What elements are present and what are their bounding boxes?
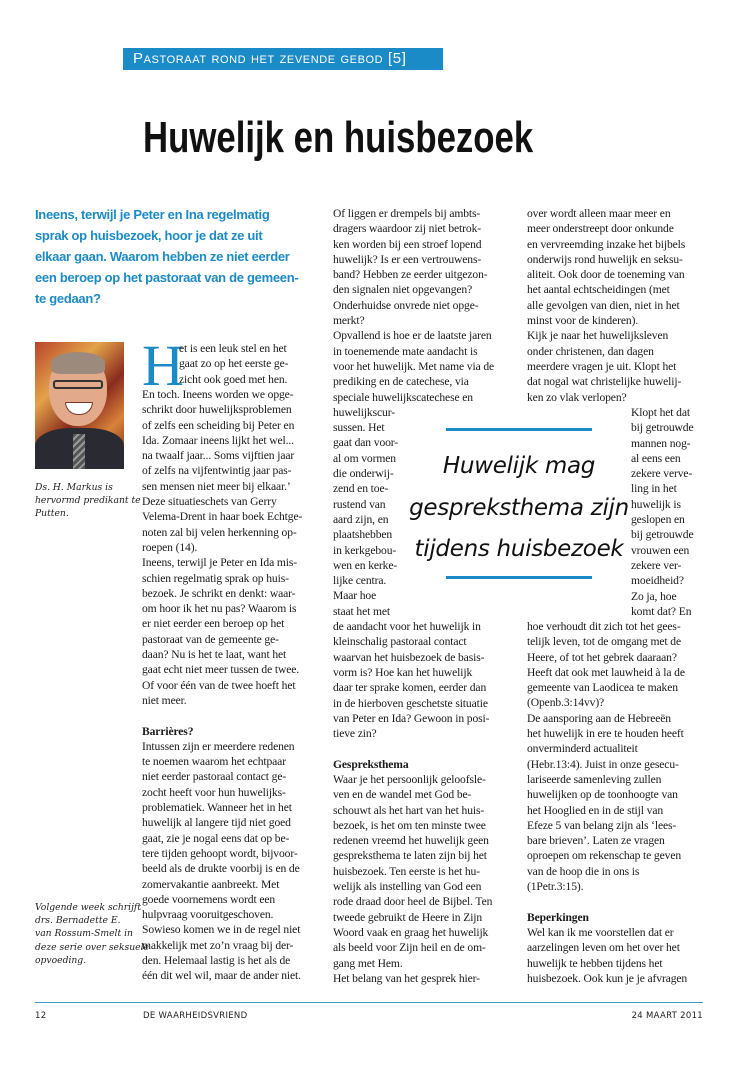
text-line: onverminderd actualiteit <box>527 742 638 756</box>
text-line: onderwijs rond huwelijk en seksu- <box>527 252 683 266</box>
text-line: Efeze 5 van belang zijn als ‘lees- <box>527 818 677 832</box>
text-line: gaat echt niet meer tussen de twee. <box>142 663 300 677</box>
caption-line: van Rossum-Smelt in <box>35 928 133 940</box>
text-line: huwelijk is <box>631 497 681 511</box>
pull-quote <box>405 446 633 571</box>
text-line: zicht ook goed met hen. <box>179 372 288 386</box>
section-heading: Beperkingen <box>527 910 589 924</box>
text-line: tweede gebruikt de Heere in Zijn <box>333 910 483 924</box>
text-line: huwelijk? Is er een vertrouwens- <box>333 252 482 266</box>
text-line: Kijk je naar het huwelijksleven <box>527 329 669 343</box>
text-line: lijke centra. <box>333 574 387 588</box>
text-line: hulpvraag vooruitgeschoven. <box>142 908 274 922</box>
text-line: komt dat? En <box>631 604 692 618</box>
text-line: ken zo vlak verlopen? <box>527 390 627 404</box>
text-line: den. Helemaal lastig is het als de <box>142 953 291 967</box>
text-line: al om vormen <box>333 451 396 465</box>
text-line: oproepen om rekenschap te geven <box>527 849 682 863</box>
text-line: kleinschalig pastoraal contact <box>333 635 467 649</box>
text-line: schouwt als het hart van het huis- <box>333 803 485 817</box>
text-line: en vervreemding inzake het bijbels <box>527 237 686 251</box>
text-line: Woord vaak en graag het huwelijk <box>333 925 489 939</box>
text-line: meerdere vragen je uit. Klopt het <box>527 359 677 373</box>
text-line: speciale huwelijkscatechese en <box>333 390 473 404</box>
caption-line: hervormd predikant te <box>35 495 141 507</box>
text-line: Deze situatieschets van Gerry <box>142 495 277 509</box>
text-line: al eens een <box>631 451 681 465</box>
paragraph-gap <box>527 894 687 909</box>
text-line: alle gevolgen van dien, niet in het <box>527 298 680 312</box>
text-line: bare brieven’. Laten ze vragen <box>527 834 665 848</box>
text-line: schien regelmatig sprak op huis- <box>142 571 289 585</box>
column-4-wrap <box>631 405 694 619</box>
intro-line: Ineens, terwijl je Peter en Ina regelmatig <box>35 207 270 222</box>
pull-quote-line: Huwelijk mag <box>442 453 596 479</box>
intro-line: een beroep op het pastoraat van de gemeen- <box>35 270 299 285</box>
text-line: noten zal bij velen herkenning op- <box>142 525 297 539</box>
text-line: Of voor één van de twee hoeft het <box>142 678 296 692</box>
caption-line: Ds. H. Markus is <box>35 482 113 493</box>
text-line: prediking en de catechese, via <box>333 375 469 389</box>
caption-line: opvoeding. <box>35 954 87 966</box>
text-line: in toenemende mate aandacht is <box>333 344 478 358</box>
text-line: in de hierboven geschetste situatie <box>333 696 488 710</box>
text-line: geslopen en <box>631 513 685 527</box>
pull-quote-rule-bottom <box>446 576 592 579</box>
text-line: vorm is? Hoe kan het huwelijk <box>333 665 473 679</box>
text-line: rode draad door heel de Bijbel. Ten <box>333 895 493 909</box>
text-line: onder christenen, dan dagen <box>527 344 654 358</box>
publication-name: DE WAARHEIDSVRIEND <box>143 1011 248 1021</box>
text-line: dragers waardoor zij niet betrok- <box>333 222 481 236</box>
text-line: het Hooglied en in de stijl van <box>527 803 664 817</box>
text-line: wen en kerke- <box>333 558 398 572</box>
text-line: de aandacht voor het huwelijk in <box>333 620 481 634</box>
text-line: pastoraat van de gemeente ge- <box>142 632 279 646</box>
photo-caption <box>35 481 141 521</box>
column-3 <box>333 206 494 986</box>
text-line: waarvan het huisbezoek de basis- <box>333 650 485 664</box>
text-line: Het belang van het gesprek hier- <box>333 971 480 985</box>
text-line: (Openb.3:14vv)? <box>527 696 605 710</box>
caption-line: Putten. <box>35 508 69 520</box>
text-line: zocht heeft voor hun huwelijks- <box>142 785 286 799</box>
text-line: of zelfs een scheiding bij Peter en <box>142 418 295 432</box>
text-line: gang met Hem. <box>333 956 403 970</box>
text-line: Sowieso komen we in de regel niet <box>142 923 301 937</box>
text-line: in kerkgebou- <box>333 543 397 557</box>
photo-hair <box>51 352 105 374</box>
text-line: rustend van <box>333 497 386 511</box>
text-line: problematiek. Wanneer het in het <box>142 801 292 815</box>
text-line: tere tijden gehoopt wordt, bijvoor- <box>142 846 298 860</box>
text-line: van Peter en Ida? Gewoon in posi- <box>333 711 490 725</box>
text-line: bezoek. Je schrikt en denkt: waar- <box>142 586 296 600</box>
pull-quote-line: gespreksthema zijn <box>409 494 629 521</box>
text-line: om hoor ik het nu pas? Waarom is <box>142 602 297 616</box>
paragraph-gap <box>142 708 302 723</box>
text-line: mannen nog- <box>631 436 691 450</box>
page-number: 12 <box>35 1011 47 1021</box>
text-line: gespreksthema te laten zijn bij het <box>333 849 487 863</box>
text-line: huwelijkscur- <box>333 405 395 419</box>
text-line: ken worden bij een stroef lopend <box>333 237 482 251</box>
text-line: Klopt het dat <box>631 406 690 419</box>
text-line: (1Petr.3:15). <box>527 880 584 894</box>
column-4-top <box>527 206 685 405</box>
text-line: welijk als instelling van God een <box>333 880 482 894</box>
text-line: aarzelingen leven om het over het <box>527 941 680 955</box>
text-line: huwelijk te hebben tijdens het <box>527 956 663 970</box>
text-line: of zelfs na vijfentwintig jaar pas- <box>142 464 292 478</box>
text-line: na twaalf jaar... Soms vijftien jaar <box>142 449 295 463</box>
intro-line: sprak op huisbezoek, hoor je dat ze uit <box>35 228 263 243</box>
text-line: schrikt door huwelijksproblemen <box>142 403 292 417</box>
caption-line: deze serie over seksuele <box>35 941 149 953</box>
text-line: het aantal echtscheidingen (met <box>527 283 670 297</box>
text-line: meer onderstreept door onkunde <box>527 222 674 236</box>
pull-quote-rule-top <box>446 428 592 431</box>
text-line: band? Hebben ze eerder uitgezon- <box>333 268 488 282</box>
text-line: huwelijk al langere tijd niet goed <box>142 816 291 830</box>
text-line: één dit wel wil, maar de ander niet. <box>142 969 301 983</box>
drop-cap: H <box>142 333 184 398</box>
text-line: zekere ver- <box>631 558 682 572</box>
column-4-bottom <box>527 619 687 986</box>
text-line: Waar je het persoonlijk geloofsle- <box>333 772 486 786</box>
next-week-caption <box>35 901 149 967</box>
text-line: Heeft dat ook met lauwheid à la de <box>527 665 685 679</box>
text-line: Onderhuidse onvrede niet opge- <box>333 298 479 312</box>
text-line: Velema-Drent in haar boek Echtge- <box>142 510 303 524</box>
text-line: et is een leuk stel en het <box>179 342 287 355</box>
caption-line: drs. Bernadette E. <box>35 915 121 927</box>
photo-glasses <box>53 380 103 389</box>
text-line: Zo ja, hoe <box>631 589 677 603</box>
text-line: te noemen waarom het echtpaar <box>142 755 286 769</box>
text-line: er niet eerder een beroep op het <box>142 617 285 631</box>
text-line: aliteit. Ook door de toeneming van <box>527 268 685 282</box>
section-heading: Barrières? <box>142 724 194 738</box>
text-line: De aansporing aan de Hebreeën <box>527 711 671 725</box>
text-line: minst voor de kinderen). <box>527 314 639 328</box>
author-photo <box>35 342 124 469</box>
article-intro <box>35 204 320 309</box>
text-line: Opvallend is hoe er de laatste jaren <box>333 329 492 343</box>
text-line: als beeld voor Zijn heil en de om- <box>333 941 486 955</box>
text-line: redenen vreemd het huwelijk geen <box>333 834 489 848</box>
text-line: huisbezoek. Ten eerste is het hu- <box>333 864 480 878</box>
text-line: die onderwij- <box>333 467 394 481</box>
text-line: roepen (14). <box>142 540 198 554</box>
text-line: over wordt alleen maar meer en <box>527 207 671 220</box>
text-line: bij getrouwde <box>631 421 694 435</box>
text-line: vrouwen een <box>631 543 690 557</box>
text-line: huisbezoek. Ook kun je je afvragen <box>527 971 688 985</box>
pull-quote-line: tijdens huisbezoek <box>414 536 624 562</box>
text-line: telijk leven, tot de omgang met de <box>527 635 682 649</box>
column-2-lead <box>179 341 288 387</box>
text-line: gaat zo op het eerste ge- <box>179 357 289 371</box>
intro-line: te gedaan? <box>35 291 101 306</box>
section-heading: Gespreksthema <box>333 757 409 771</box>
text-line: Maar hoe <box>333 589 377 603</box>
text-line: niet eerder pastoraal contact ge- <box>142 770 287 784</box>
text-line: Wel kan ik me voorstellen dat er <box>527 925 674 939</box>
text-line: makkelijk met zo’n vraag bij der- <box>142 938 294 952</box>
text-line: bij getrouwde <box>631 528 694 542</box>
text-line: beeld als de drukte voorbij is en de <box>142 862 300 876</box>
text-line: voor het huwelijk. Met name via de <box>333 359 495 373</box>
text-line: Ineens, terwijl je Peter en Ida mis- <box>142 556 298 570</box>
text-line: dat nogal wat christelijke huwelij- <box>527 375 682 389</box>
text-line: gaat, zie je nogal eens dat op be- <box>142 831 290 845</box>
paragraph-gap <box>333 741 494 756</box>
column-2 <box>142 387 302 984</box>
text-line: gaat dan voor- <box>333 436 399 450</box>
text-line: sussen. Het <box>333 421 385 435</box>
series-banner: Pastoraat rond het zevende gebod [5] <box>123 48 443 70</box>
text-line: En toch. Ineens worden we opge- <box>142 388 294 401</box>
text-line: moeidheid? <box>631 574 684 588</box>
text-line: daan? Nu is het te laat, want het <box>142 648 287 662</box>
text-line: Ida. Zomaar ineens lijkt het wel... <box>142 433 294 447</box>
text-line: zomervakantie aanbreekt. Met <box>142 877 280 891</box>
footer-rule <box>35 1002 703 1003</box>
text-line: zend en toe- <box>333 482 389 496</box>
text-line: ling in het <box>631 482 677 496</box>
text-line: zekere verve- <box>631 467 693 481</box>
photo-tie <box>73 434 85 469</box>
text-line: niet meer. <box>142 693 187 707</box>
text-line: aard zijn, en <box>333 512 389 526</box>
intro-line: elkaar gaan. Waarom hebben ze niet eerder <box>35 249 290 264</box>
text-line: merkt? <box>333 314 365 328</box>
text-line: (Hebr.13:4). Juist in onze gesecu- <box>527 757 679 771</box>
text-line: goede voornemens wordt een <box>142 892 276 906</box>
text-line: huwelijken op de toonhoogte van <box>527 788 678 802</box>
text-line: Of liggen er drempels bij ambts- <box>333 207 481 220</box>
text-line: tieve zin? <box>333 727 377 741</box>
caption-line: Volgende week schrijft <box>35 902 142 913</box>
text-line: plaatshebben <box>333 528 393 542</box>
text-line: gemeente van Laodicea te maken <box>527 681 678 695</box>
text-line: daar ter sprake komen, eerder dan <box>333 681 487 695</box>
text-line: ven en de wandel met God be- <box>333 788 472 802</box>
text-line: bezoek, is het om ten minste twee <box>333 818 486 832</box>
issue-date: 24 MAART 2011 <box>631 1011 703 1021</box>
text-line: het huwelijk in ere te houden heeft <box>527 727 684 741</box>
text-line: van de hoop die in ons is <box>527 864 640 878</box>
text-line: staat het met <box>333 604 391 618</box>
text-line: Intussen zijn er meerdere redenen <box>142 739 295 753</box>
text-line: den signalen niet opgevangen? <box>333 283 473 297</box>
article-title: Huwelijk en huisbezoek <box>143 113 534 162</box>
text-line: Heere, of tot het gebrek daaraan? <box>527 650 677 664</box>
text-line: sen mensen niet meer bij elkaar.’ <box>142 479 291 493</box>
text-line: lariseerde samenleving zullen <box>527 772 662 786</box>
text-line: hoe verhoudt dit zich tot het gees- <box>527 620 681 633</box>
